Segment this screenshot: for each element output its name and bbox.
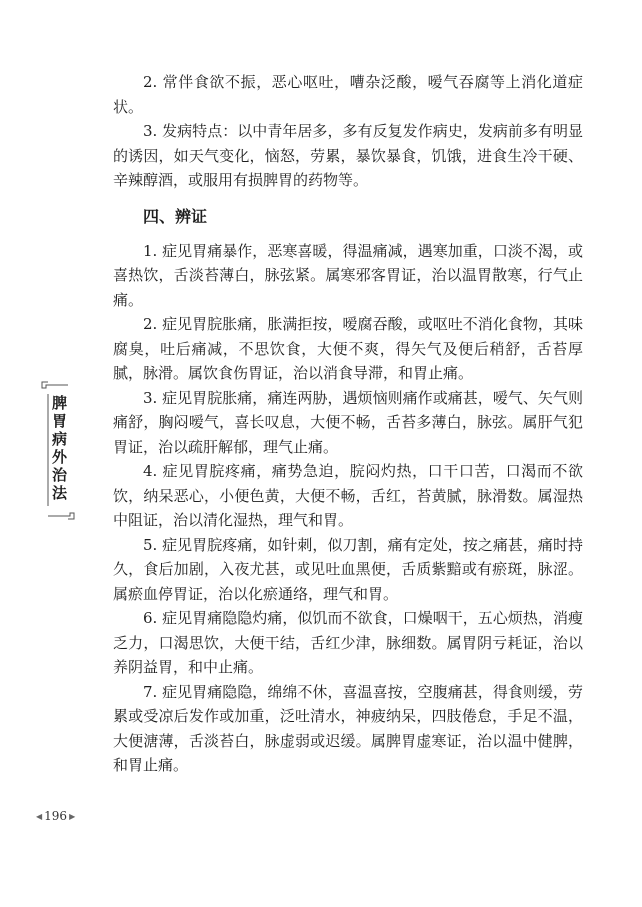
section-heading: 四、辨证 (143, 206, 208, 226)
side-book-title-tab (38, 378, 78, 526)
syndrome-paragraph-1: 1. 症见胃痛暴作，恶寒喜暖，得温痛减，遇寒加重，口淡不渴，或喜热饮，舌淡苔薄白，脉弦紧。属寒邪客胃证，治以温胃散寒，行气止痛。 (113, 241, 583, 309)
syndrome-paragraph-6: 6. 症见胃痛隐隐灼痛，似饥而不欲食，口燥咽干，五心烦热，消瘦乏力，口渴思饮，大便干结，舌红少津，脉细数。属胃阴亏耗证，治以养阴益胃，和中止痛。 (113, 609, 583, 676)
syndrome-paragraph-5: 5. 症见胃脘疼痛，如针刺，似刀割，痛有定处，按之痛甚，痛时持久，食后加剧，入夜尤甚，或见吐血黑便，舌质紫黯或有瘀斑，脉涩。属瘀血停胃证，治以化瘀通络，理气和胃。 (113, 535, 583, 603)
syndrome-paragraph-7: 7. 症见胃痛隐隐，绵绵不休，喜温喜按，空腹痛甚，得食则缓，劳累或受凉后发作或加重，泛吐清水，神疲纳呆，四肢倦怠，手足不温，大便溏薄，舌淡苔白，脉虚弱或迟缓。属脾胃虚寒证，治以温中健脾，和胃止痛。 (113, 682, 583, 774)
left-triangle-icon: ◀ (36, 811, 43, 821)
syndrome-paragraph-4: 4. 症见胃脘疼痛，痛势急迫，脘闷灼热，口干口苦，口渴而不欲饮，纳呆恶心，小便色黄，大便不畅，舌红，苔黄腻，脉滑数。属湿热中阻证，治以清化湿热，理气和胃。 (113, 462, 583, 529)
intro-paragraph-2: 2. 常伴食欲不振，恶心呕吐，嘈杂泛酸，嗳气吞腐等上消化道症状。 (113, 73, 583, 116)
page-number (36, 809, 75, 823)
page-number-text: 196 (44, 809, 68, 823)
syndrome-paragraph-2: 2. 症见胃脘胀痛，胀满拒按，嗳腐吞酸，或呕吐不消化食物，其味腐臭，吐后痛减，不思饮食，大便不爽，得矢气及便后稍舒，舌苔厚腻，脉滑。属饮食伤胃证，治以消食导滞，和胃止痛。 (113, 315, 583, 382)
right-triangle-icon: ▶ (69, 811, 76, 821)
side-book-title: 脾胃病外治法 (50, 395, 68, 503)
syndrome-paragraph-3: 3. 症见胃脘胀痛，痛连两胁，遇烦恼则痛作或痛甚，嗳气、矢气则痛舒，胸闷嗳气，喜长叹息，大便不畅，舌苔多薄白，脉弦。属肝气犯胃证，治以疏肝解郁，理气止痛。 (113, 388, 583, 456)
page-body (113, 70, 583, 778)
intro-paragraph-3: 3. 发病特点：以中青年居多，多有反复发作病史，发病前多有明显的诱因，如天气变化，恼怒，劳累，暴饮暴食，饥饿，进食生冷干硬、辛辣醇酒，或服用有损脾胃的药物等。 (113, 122, 583, 189)
